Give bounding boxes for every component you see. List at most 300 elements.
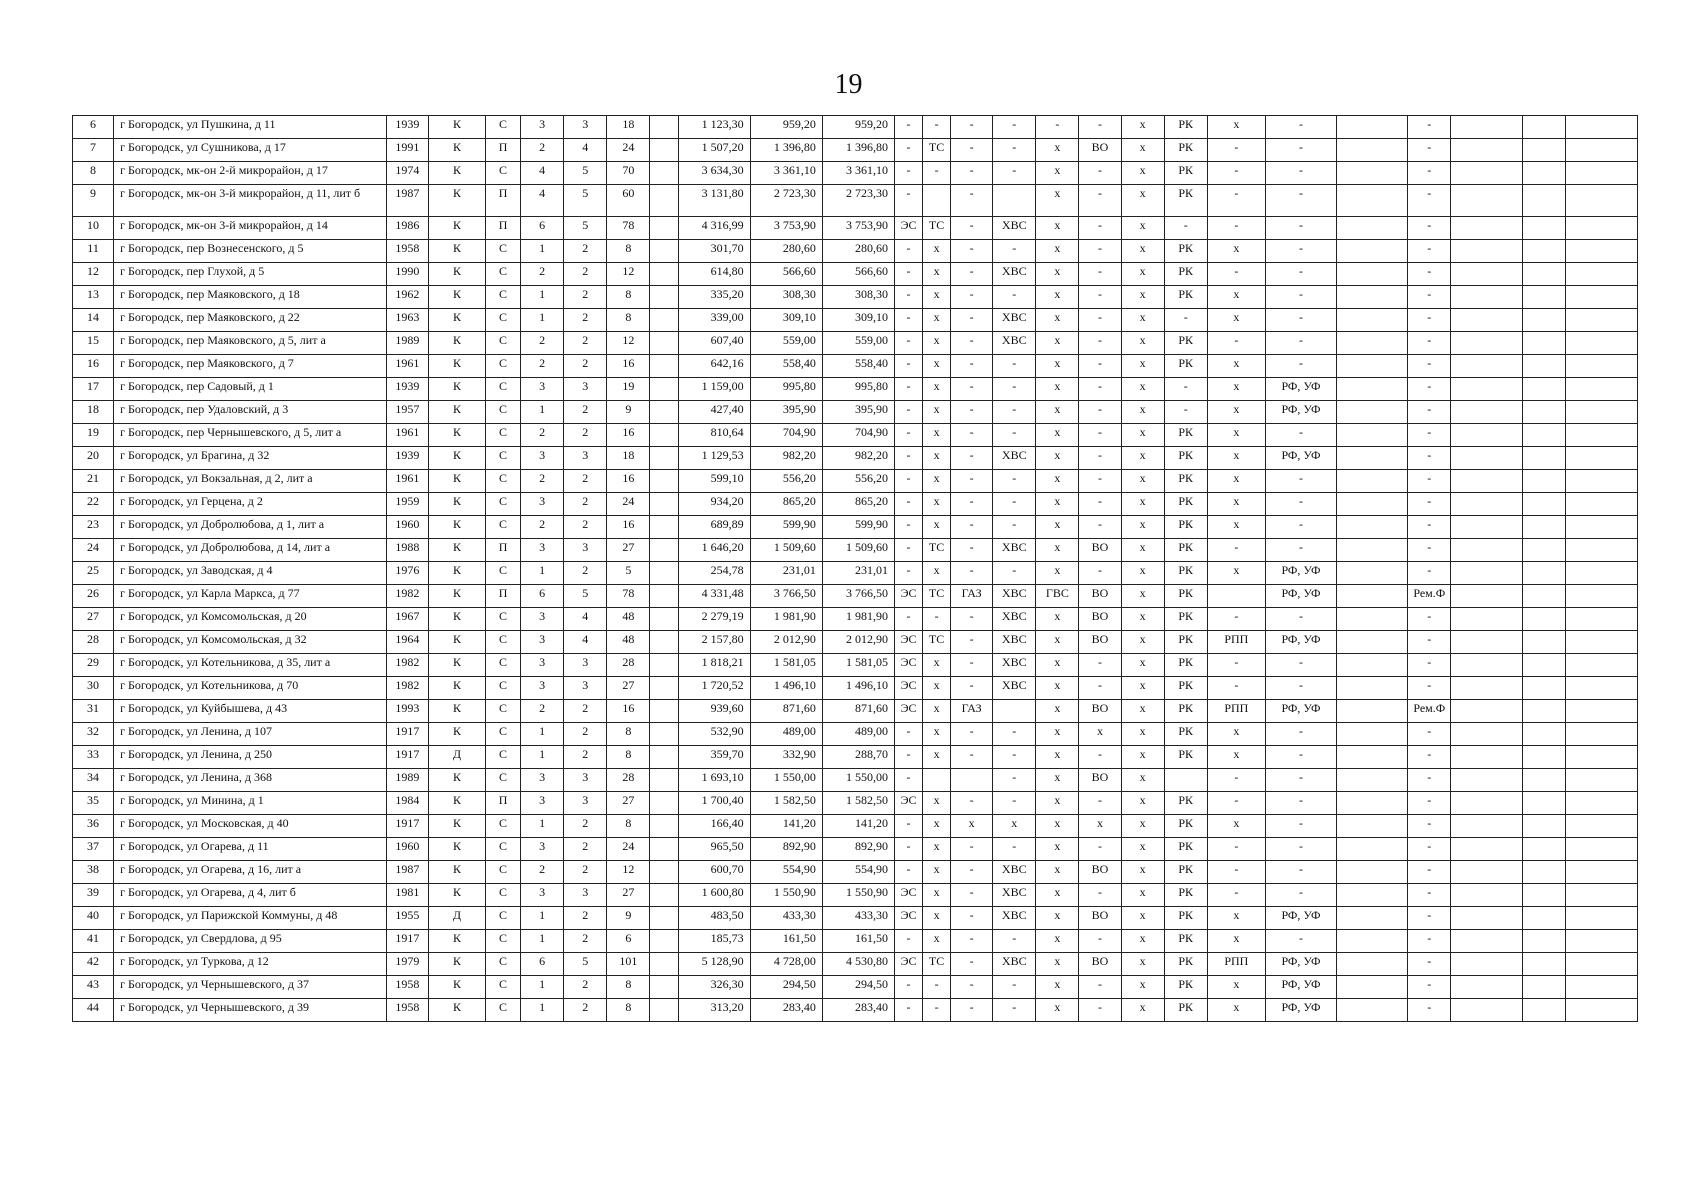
table-cell: К <box>428 861 485 884</box>
table-cell: - <box>1408 332 1451 355</box>
table-cell: - <box>951 907 993 930</box>
table-cell: x <box>1121 792 1164 815</box>
table-cell: С <box>486 493 521 516</box>
table-cell: x <box>1121 217 1164 240</box>
table-cell: - <box>1408 309 1451 332</box>
table-cell: 3 <box>521 378 564 401</box>
table-cell: 34 <box>73 769 114 792</box>
table-cell: К <box>428 116 485 139</box>
table-cell: x <box>1036 309 1079 332</box>
table-cell: 2 <box>521 355 564 378</box>
table-cell: 9 <box>607 907 650 930</box>
table-cell: РК <box>1164 838 1207 861</box>
table-cell <box>1522 700 1565 723</box>
table-cell: - <box>951 516 993 539</box>
table-cell <box>1451 185 1522 217</box>
table-cell: 1960 <box>386 838 428 861</box>
table-cell: 489,00 <box>822 723 894 746</box>
table-cell: 2 <box>564 838 607 861</box>
table-cell <box>1451 139 1522 162</box>
table-cell: x <box>1121 654 1164 677</box>
table-cell: С <box>486 470 521 493</box>
table-cell <box>650 884 679 907</box>
table-cell: К <box>428 608 485 631</box>
table-cell: 1984 <box>386 792 428 815</box>
table-cell: 13 <box>73 286 114 309</box>
table-cell: x <box>1036 608 1079 631</box>
table-cell: г Богородск, ул Московская, д 40 <box>114 815 387 838</box>
table-cell <box>1337 953 1408 976</box>
table-row <box>73 162 1638 185</box>
table-cell <box>1522 447 1565 470</box>
table-cell: РК <box>1164 815 1207 838</box>
table-cell <box>1451 700 1522 723</box>
table-cell: 12 <box>73 263 114 286</box>
table-cell: - <box>895 516 923 539</box>
table-cell: 339,00 <box>679 309 750 332</box>
table-cell: г Богородск, пер Удаловский, д 3 <box>114 401 387 424</box>
table-cell: 1 123,30 <box>679 116 750 139</box>
table-cell: 166,40 <box>679 815 750 838</box>
table-cell: 18 <box>73 401 114 424</box>
table-cell <box>1337 884 1408 907</box>
table-cell: г Богородск, ул Огарева, д 16, лит а <box>114 861 387 884</box>
table-cell: С <box>486 240 521 263</box>
table-cell: - <box>895 562 923 585</box>
table-cell: 16 <box>607 424 650 447</box>
table-cell: С <box>486 953 521 976</box>
table-cell: РК <box>1164 263 1207 286</box>
table-row <box>73 116 1638 139</box>
table-cell: РК <box>1164 185 1207 217</box>
table-cell: x <box>1036 217 1079 240</box>
table-cell: 1 509,60 <box>750 539 822 562</box>
table-cell: 1 700,40 <box>679 792 750 815</box>
table-cell <box>650 185 679 217</box>
table-cell: - <box>1408 976 1451 999</box>
table-cell: 4 316,99 <box>679 217 750 240</box>
table-cell: - <box>1265 838 1336 861</box>
table-cell: 8 <box>607 309 650 332</box>
table-cell <box>1337 309 1408 332</box>
table-cell: x <box>923 884 951 907</box>
table-cell: - <box>1265 516 1336 539</box>
table-cell: 3 <box>521 608 564 631</box>
table-cell: К <box>428 378 485 401</box>
table-cell <box>1522 309 1565 332</box>
table-cell <box>1451 240 1522 263</box>
table-cell: - <box>1207 139 1265 162</box>
table-cell <box>650 217 679 240</box>
table-cell: К <box>428 309 485 332</box>
table-cell: РФ, УФ <box>1265 907 1336 930</box>
table-cell: - <box>951 217 993 240</box>
table-cell: К <box>428 631 485 654</box>
table-cell <box>650 838 679 861</box>
table-cell: г Богородск, ул Куйбышева, д 43 <box>114 700 387 723</box>
table-cell <box>1565 470 1637 493</box>
table-cell: К <box>428 217 485 240</box>
table-cell: - <box>1408 930 1451 953</box>
table-cell <box>1565 792 1637 815</box>
table-cell: x <box>1207 746 1265 769</box>
table-cell: - <box>951 355 993 378</box>
table-cell: x <box>1036 185 1079 217</box>
table-cell: 3 <box>521 493 564 516</box>
table-cell: г Богородск, ул Парижской Коммуны, д 48 <box>114 907 387 930</box>
table-cell: x <box>1121 447 1164 470</box>
table-cell: - <box>895 746 923 769</box>
table-cell: 294,50 <box>822 976 894 999</box>
table-cell <box>1565 631 1637 654</box>
table-cell: - <box>1265 217 1336 240</box>
table-cell: - <box>1164 309 1207 332</box>
table-cell: x <box>923 861 951 884</box>
table-row <box>73 999 1638 1022</box>
table-row <box>73 953 1638 976</box>
table-cell: 41 <box>73 930 114 953</box>
table-cell: x <box>1121 263 1164 286</box>
table-cell <box>1337 355 1408 378</box>
table-cell: 1 600,80 <box>679 884 750 907</box>
table-cell: - <box>895 861 923 884</box>
table-row <box>73 907 1638 930</box>
table-row <box>73 654 1638 677</box>
table-cell: 1939 <box>386 116 428 139</box>
table-cell: - <box>1079 378 1121 401</box>
table-cell: - <box>1408 792 1451 815</box>
table-cell <box>1565 378 1637 401</box>
table-cell: 231,01 <box>822 562 894 585</box>
table-cell: Д <box>428 907 485 930</box>
table-cell: 892,90 <box>822 838 894 861</box>
table-cell: 8 <box>607 976 650 999</box>
table-cell: К <box>428 654 485 677</box>
table-cell: 39 <box>73 884 114 907</box>
table-cell: x <box>1121 700 1164 723</box>
table-cell: ВО <box>1079 139 1121 162</box>
table-cell <box>1565 332 1637 355</box>
table-cell: 332,90 <box>750 746 822 769</box>
table-cell: x <box>1036 884 1079 907</box>
table-cell: П <box>486 217 521 240</box>
table-cell: 1 <box>521 815 564 838</box>
table-cell: 8 <box>607 286 650 309</box>
table-cell <box>1522 631 1565 654</box>
table-cell: - <box>1079 516 1121 539</box>
table-cell <box>650 401 679 424</box>
table-cell: - <box>1079 654 1121 677</box>
table-cell: 24 <box>607 139 650 162</box>
table-cell: 871,60 <box>822 700 894 723</box>
table-cell: 559,00 <box>822 332 894 355</box>
table-cell: - <box>1079 286 1121 309</box>
housing-registry-table <box>72 115 1638 1022</box>
table-cell: x <box>923 240 951 263</box>
table-cell <box>1522 217 1565 240</box>
table-cell: г Богородск, ул Огарева, д 11 <box>114 838 387 861</box>
table-cell: x <box>1121 953 1164 976</box>
table-cell: - <box>1079 746 1121 769</box>
table-row <box>73 861 1638 884</box>
table-cell: 28 <box>607 654 650 677</box>
table-cell <box>1522 677 1565 700</box>
table-cell: - <box>1207 539 1265 562</box>
table-cell: РК <box>1164 539 1207 562</box>
table-cell <box>1337 585 1408 608</box>
table-cell: ХВС <box>993 585 1036 608</box>
table-cell: 1982 <box>386 677 428 700</box>
table-cell <box>1565 286 1637 309</box>
table-cell: 865,20 <box>750 493 822 516</box>
table-cell <box>1451 792 1522 815</box>
table-cell: РК <box>1164 447 1207 470</box>
table-cell: г Богородск, ул Герцена, д 2 <box>114 493 387 516</box>
table-cell: - <box>993 401 1036 424</box>
table-cell: - <box>1265 116 1336 139</box>
table-cell <box>1451 217 1522 240</box>
table-cell <box>1565 355 1637 378</box>
table-cell: 2 <box>564 815 607 838</box>
table-cell: 6 <box>521 585 564 608</box>
table-cell: 1987 <box>386 861 428 884</box>
table-cell: x <box>993 815 1036 838</box>
table-cell: - <box>1408 116 1451 139</box>
table-cell: ГАЗ <box>951 585 993 608</box>
table-cell: г Богородск, ул Ленина, д 368 <box>114 769 387 792</box>
table-cell: 1 550,00 <box>822 769 894 792</box>
table-cell: - <box>895 608 923 631</box>
table-cell: x <box>1207 286 1265 309</box>
table-cell: - <box>1408 654 1451 677</box>
table-cell: 8 <box>607 999 650 1022</box>
table-cell: - <box>1207 792 1265 815</box>
table-cell <box>1451 116 1522 139</box>
table-cell <box>1337 217 1408 240</box>
table-cell: С <box>486 378 521 401</box>
table-cell: x <box>1121 139 1164 162</box>
table-cell <box>1337 470 1408 493</box>
table-cell: x <box>1207 516 1265 539</box>
table-cell: 24 <box>607 493 650 516</box>
table-cell: - <box>1079 447 1121 470</box>
table-cell: - <box>1207 185 1265 217</box>
table-cell: 301,70 <box>679 240 750 263</box>
table-cell: x <box>1121 493 1164 516</box>
table-cell: ЭС <box>895 792 923 815</box>
table-cell <box>1565 723 1637 746</box>
table-cell: С <box>486 309 521 332</box>
table-cell: 4 331,48 <box>679 585 750 608</box>
table-cell: - <box>1408 746 1451 769</box>
table-cell: 2 <box>564 723 607 746</box>
table-cell <box>1522 746 1565 769</box>
table-cell: ТС <box>923 139 951 162</box>
table-cell: 2 <box>564 930 607 953</box>
table-cell: ВО <box>1079 631 1121 654</box>
table-cell: г Богородск, ул Котельникова, д 70 <box>114 677 387 700</box>
table-cell <box>1522 884 1565 907</box>
table-cell: x <box>1121 838 1164 861</box>
table-cell <box>1337 447 1408 470</box>
table-cell: x <box>923 792 951 815</box>
table-cell <box>1451 631 1522 654</box>
table-cell: 2 723,30 <box>750 185 822 217</box>
table-cell: - <box>1079 401 1121 424</box>
table-cell: 1 581,05 <box>750 654 822 677</box>
table-cell <box>1451 838 1522 861</box>
table-cell <box>1565 185 1637 217</box>
table-cell: РК <box>1164 723 1207 746</box>
table-cell: 5 128,90 <box>679 953 750 976</box>
table-cell <box>1451 861 1522 884</box>
table-cell: - <box>895 424 923 447</box>
table-cell: 22 <box>73 493 114 516</box>
table-cell <box>1337 654 1408 677</box>
table-cell: 556,20 <box>822 470 894 493</box>
table-cell <box>1565 999 1637 1022</box>
table-cell <box>1337 976 1408 999</box>
table-row <box>73 631 1638 654</box>
table-cell: - <box>1036 116 1079 139</box>
table-cell: С <box>486 815 521 838</box>
table-cell: 3 <box>521 116 564 139</box>
table-cell: - <box>1207 861 1265 884</box>
table-cell: ХВС <box>993 332 1036 355</box>
table-cell <box>1451 562 1522 585</box>
table-cell <box>1337 907 1408 930</box>
table-cell: - <box>951 116 993 139</box>
table-cell: 19 <box>73 424 114 447</box>
table-cell: 965,50 <box>679 838 750 861</box>
table-cell <box>1451 378 1522 401</box>
table-cell: x <box>923 424 951 447</box>
table-cell: г Богородск, ул Минина, д 1 <box>114 792 387 815</box>
table-cell: Рем.Ф <box>1408 700 1451 723</box>
table-cell: ЭС <box>895 585 923 608</box>
table-cell: x <box>1207 999 1265 1022</box>
table-cell: - <box>1207 769 1265 792</box>
table-cell: 1 581,05 <box>822 654 894 677</box>
table-cell: - <box>1079 999 1121 1022</box>
table-cell: x <box>1207 240 1265 263</box>
table-cell: 6 <box>521 217 564 240</box>
table-cell: 995,80 <box>750 378 822 401</box>
table-row <box>73 309 1638 332</box>
table-cell: 1 <box>521 746 564 769</box>
table-cell: - <box>1079 838 1121 861</box>
table-cell: 2 157,80 <box>679 631 750 654</box>
table-cell: 558,40 <box>750 355 822 378</box>
table-cell: - <box>951 861 993 884</box>
table-cell <box>1565 953 1637 976</box>
table-cell: 1976 <box>386 562 428 585</box>
table-cell <box>1451 493 1522 516</box>
table-cell <box>1451 585 1522 608</box>
table-cell: г Богородск, мк-он 2-й микрорайон, д 17 <box>114 162 387 185</box>
table-cell: - <box>993 930 1036 953</box>
table-cell: ХВС <box>993 608 1036 631</box>
table-cell: 600,70 <box>679 861 750 884</box>
table-cell: 1986 <box>386 217 428 240</box>
table-cell: РК <box>1164 930 1207 953</box>
table-cell: - <box>1265 263 1336 286</box>
table-cell: 4 <box>521 162 564 185</box>
table-cell: С <box>486 401 521 424</box>
table-cell <box>1451 654 1522 677</box>
table-cell: РПП <box>1207 953 1265 976</box>
table-cell <box>1565 907 1637 930</box>
table-cell: 2 <box>564 516 607 539</box>
table-cell: - <box>993 562 1036 585</box>
table-cell <box>1337 723 1408 746</box>
table-cell: - <box>1408 139 1451 162</box>
table-cell: x <box>1079 815 1121 838</box>
table-cell: x <box>1036 746 1079 769</box>
table-cell: - <box>951 884 993 907</box>
table-cell: x <box>1207 447 1265 470</box>
table-cell: г Богородск, пер Маяковского, д 5, лит а <box>114 332 387 355</box>
table-cell: ВО <box>1079 769 1121 792</box>
table-cell: г Богородск, пер Маяковского, д 22 <box>114 309 387 332</box>
table-cell: - <box>1408 723 1451 746</box>
table-cell: 10 <box>73 217 114 240</box>
table-cell: г Богородск, ул Ленина, д 107 <box>114 723 387 746</box>
table-cell: 599,90 <box>750 516 822 539</box>
table-cell: РК <box>1164 332 1207 355</box>
table-cell: 8 <box>607 723 650 746</box>
table-cell: - <box>1408 838 1451 861</box>
table-cell <box>1565 608 1637 631</box>
table-cell: 16 <box>607 355 650 378</box>
table-row <box>73 539 1638 562</box>
table-cell: 3 <box>521 654 564 677</box>
table-cell: 359,70 <box>679 746 750 769</box>
table-cell: ХВС <box>993 861 1036 884</box>
table-cell: x <box>1036 539 1079 562</box>
table-cell: К <box>428 332 485 355</box>
table-cell: К <box>428 677 485 700</box>
table-cell <box>1565 217 1637 240</box>
table-cell: - <box>951 309 993 332</box>
table-cell <box>650 139 679 162</box>
table-cell: 2 <box>521 139 564 162</box>
table-cell: - <box>993 355 1036 378</box>
table-cell <box>993 700 1036 723</box>
table-cell: 27 <box>607 677 650 700</box>
table-cell: К <box>428 185 485 217</box>
table-cell: 12 <box>607 332 650 355</box>
table-cell: 1 <box>521 976 564 999</box>
table-row <box>73 585 1638 608</box>
table-cell: ЭС <box>895 907 923 930</box>
table-cell: - <box>895 470 923 493</box>
table-cell: ТС <box>923 539 951 562</box>
table-cell: 28 <box>73 631 114 654</box>
table-cell: 3 <box>521 539 564 562</box>
table-cell: 1962 <box>386 286 428 309</box>
table-cell: - <box>993 838 1036 861</box>
table-cell: x <box>1207 723 1265 746</box>
table-cell: - <box>895 116 923 139</box>
table-cell: РК <box>1164 162 1207 185</box>
table-cell: - <box>951 608 993 631</box>
table-cell: - <box>951 139 993 162</box>
table-cell: С <box>486 769 521 792</box>
table-cell: - <box>923 608 951 631</box>
table-cell: 2 <box>564 401 607 424</box>
table-cell: г Богородск, пер Вознесенского, д 5 <box>114 240 387 263</box>
